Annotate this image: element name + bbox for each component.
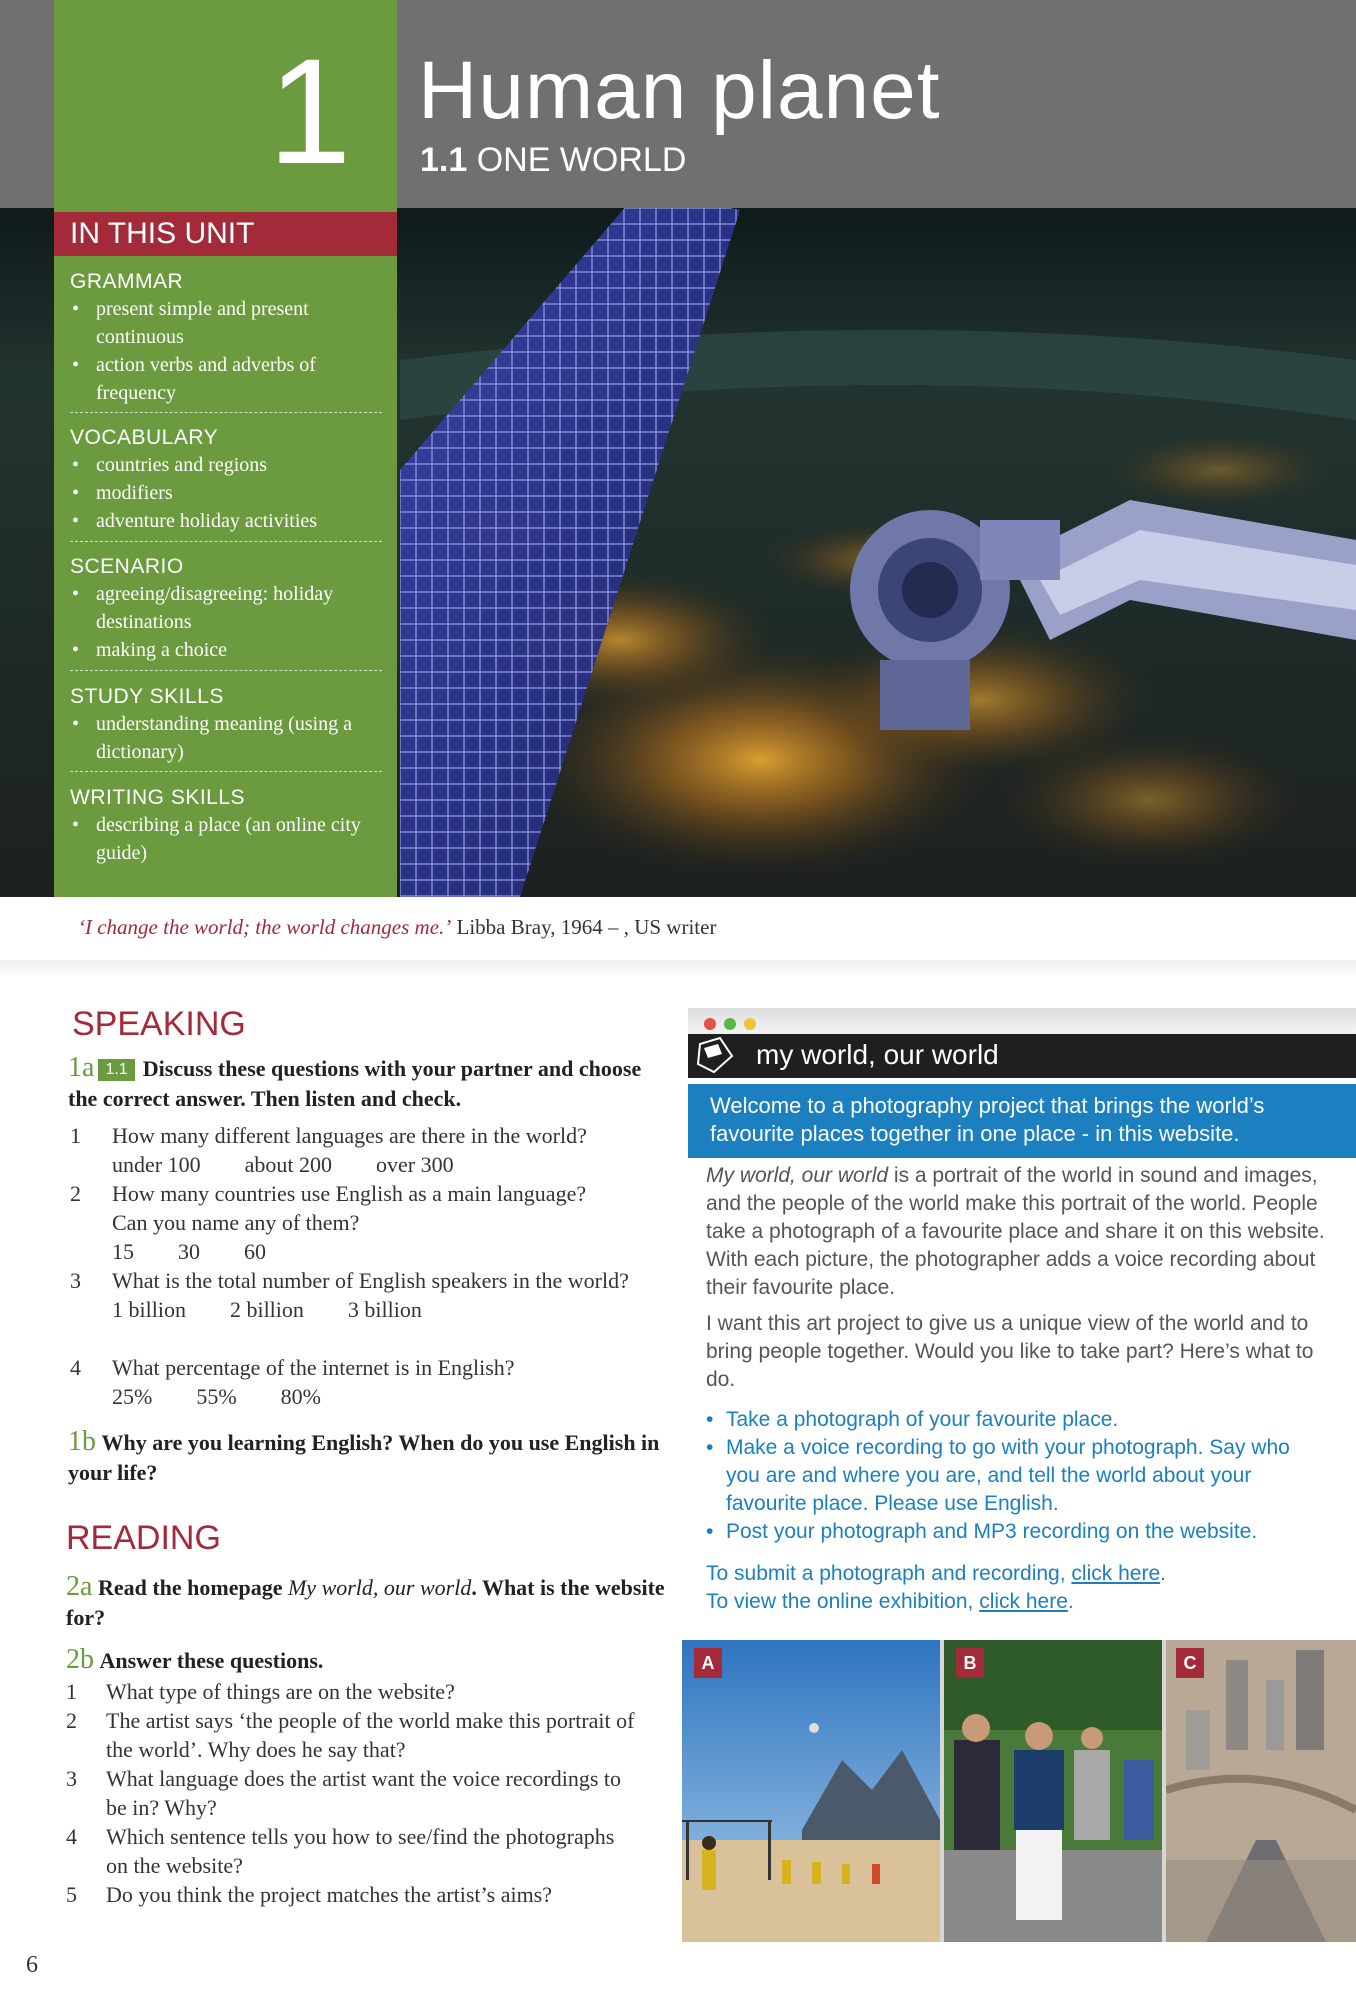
answer-options <box>70 1295 670 1324</box>
answer-option[interactable]: 1 billion <box>112 1297 186 1322</box>
vocabulary-section <box>70 424 380 535</box>
answer-option[interactable]: 15 <box>112 1239 134 1264</box>
divider <box>70 412 382 413</box>
answer-option[interactable]: 60 <box>244 1239 266 1264</box>
reading-heading: READING <box>66 1519 221 1557</box>
submit-text: To submit a photograph and recording, <box>706 1562 1066 1585</box>
website-name: My world, our world <box>287 1575 472 1600</box>
answer-option[interactable]: 2 billion <box>229 1297 304 1322</box>
submit-link[interactable]: click here <box>1071 1562 1161 1585</box>
instruction-bullet: • Take a photograph of your favourite place. <box>706 1406 1346 1434</box>
in-this-unit-label: IN THIS UNIT <box>70 217 255 250</box>
answer-option[interactable]: 3 billion <box>347 1297 422 1322</box>
question-instruction-end: . What is the website for? <box>66 1575 665 1630</box>
view-text: To view the online exhibition, <box>706 1590 974 1613</box>
city-photo <box>1166 1640 1356 1942</box>
list-item-text: adventure holiday activities <box>96 510 318 532</box>
question-item <box>70 1179 670 1266</box>
in-this-unit-heading <box>54 212 397 256</box>
answer-option[interactable]: over 300 <box>375 1152 454 1177</box>
minimize-dot-icon <box>744 1018 756 1030</box>
divider <box>70 771 382 772</box>
list-item: • present simple and present continuous <box>72 298 309 348</box>
list-item-text: modifiers <box>96 482 173 504</box>
quote-author: Libba Bray, 1964 – , US writer <box>456 915 717 939</box>
project-name: My world, our world <box>706 1164 889 1187</box>
list-item-text: making a choice <box>96 639 228 661</box>
item-number: 5 <box>66 1882 77 1907</box>
photo-c-city-aerial[interactable] <box>1166 1640 1356 1942</box>
item-text: How many countries use English as a main language? Can you name any of them? <box>112 1181 587 1235</box>
question-item <box>66 1706 666 1764</box>
photo-label: C <box>1176 1648 1204 1678</box>
item-text: What is the total number of English speakers in the world? <box>112 1268 629 1293</box>
item-number: 3 <box>70 1268 81 1293</box>
intro-text: is a portrait of the world in sound and images, and the people of the world make this portrait of the world. People take a photograph of a favourite place and share it on this website. With each picture, the photographer adds a voice recording about their favourite place. <box>706 1164 1325 1299</box>
question-item <box>70 1266 670 1324</box>
question-2a <box>66 1572 666 1633</box>
answer-option[interactable]: under 100 <box>112 1152 201 1177</box>
item-text: What language does the artist want the voice recordings to be in? Why? <box>106 1766 621 1820</box>
section-title: STUDY SKILLS <box>70 685 224 708</box>
question-item <box>66 1677 666 1706</box>
lesson-number: 1.1 <box>420 141 468 179</box>
unit-quote <box>78 912 716 942</box>
item-number: 3 <box>66 1766 77 1791</box>
item-text: Do you think the project matches the artist’s aims? <box>106 1882 553 1907</box>
site-title[interactable]: my world, our world <box>756 1039 999 1070</box>
list-item: • agreeing/disagreeing: holiday destinations <box>72 583 334 633</box>
divider <box>70 541 382 542</box>
welcome-banner <box>688 1084 1356 1158</box>
punctuation: . <box>1160 1562 1166 1585</box>
study-skills-section <box>70 683 380 766</box>
close-dot-icon <box>704 1018 716 1030</box>
list-item: • modifiers <box>72 482 173 504</box>
item-number: 2 <box>70 1181 81 1206</box>
page-divider <box>0 960 1356 978</box>
list-item-text: present simple and present continuous <box>96 298 309 348</box>
camera-logo-icon <box>692 1034 742 1078</box>
list-item: • understanding meaning (using a dictionary) <box>72 713 353 763</box>
site-header <box>688 1034 1356 1078</box>
answer-option[interactable]: 80% <box>280 1384 321 1409</box>
answer-options <box>70 1382 670 1411</box>
question-instruction: Discuss these questions with your partner and choose the correct answer. Then listen and check. <box>68 1056 642 1111</box>
section-title: WRITING SKILLS <box>70 786 246 809</box>
section-title: VOCABULARY <box>70 426 219 449</box>
writing-skills-section <box>70 784 380 867</box>
list-item: • describing a place (an online city guide) <box>72 814 361 864</box>
item-number: 4 <box>66 1824 77 1849</box>
item-text: What percentage of the internet is in English? <box>112 1355 515 1380</box>
instruction-bullet: • Make a voice recording to go with your photograph. Say who you are and where you are, and tell the world about your favourite place. Please use English. <box>706 1434 1346 1518</box>
view-exhibition-link[interactable]: click here <box>979 1590 1068 1613</box>
item-text: What type of things are on the website? <box>106 1679 455 1704</box>
list-item: • making a choice <box>72 639 228 661</box>
scenario-section <box>70 553 380 664</box>
dancing-photo <box>944 1640 1162 1942</box>
photo-label: A <box>694 1648 722 1678</box>
item-text: Which sentence tells you how to see/find the photographs on the website? <box>106 1824 615 1878</box>
lesson-name: ONE WORLD <box>476 141 687 179</box>
section-title: SCENARIO <box>70 555 184 578</box>
quote-text: ‘I change the world; the world changes me.’ <box>78 915 452 939</box>
aim-paragraph: I want this art project to give us a unique view of the world and to bring people together. Would you like to take part? Here’s what to do. <box>706 1312 1314 1391</box>
list-item-text: understanding meaning (using a dictionary) <box>96 713 353 763</box>
window-controls <box>700 1014 780 1034</box>
photo-b-dancing-couple[interactable] <box>944 1640 1162 1942</box>
answer-option[interactable]: 25% <box>112 1384 153 1409</box>
punctuation: . <box>1067 1590 1074 1613</box>
view-line <box>706 1588 1346 1616</box>
bullet-text: Post your photograph and MP3 recording on the website. <box>726 1520 1258 1543</box>
list-item: • adventure holiday activities <box>72 510 318 532</box>
item-number: 2 <box>66 1708 77 1733</box>
question-number: 1b <box>68 1426 96 1457</box>
answer-options <box>70 1237 670 1266</box>
item-text: How many different languages are there in the world? <box>112 1123 587 1148</box>
bullet-text: Make a voice recording to go with your photograph. Say who you are and where you are, and tell the world about your favourite place. Please use English. <box>726 1436 1290 1515</box>
divider <box>70 670 382 671</box>
photo-label: B <box>956 1648 984 1678</box>
answer-option[interactable]: about 200 <box>244 1152 332 1177</box>
page-number: 6 <box>26 1952 38 1978</box>
question-number: 2a <box>66 1571 93 1602</box>
item-text: The artist says ‘the people of the world make this portrait of the world’. Why does he say that? <box>106 1708 635 1762</box>
list-item-text: action verbs and adverbs of frequency <box>96 354 316 404</box>
question-instruction: Why are you learning English? When do you use English in your life? <box>68 1430 660 1485</box>
unit-banner <box>0 0 1356 897</box>
item-number: 4 <box>70 1355 81 1380</box>
item-number: 1 <box>70 1123 81 1148</box>
question-item <box>70 1121 670 1179</box>
unit-number: 1 <box>268 27 352 195</box>
photo-gallery <box>682 1640 1356 1942</box>
intro-paragraph <box>706 1162 1346 1302</box>
list-item: • action verbs and adverbs of frequency <box>72 354 316 404</box>
audio-track-badge[interactable]: 1.1 <box>98 1059 134 1081</box>
question-item <box>70 1353 670 1411</box>
answer-options <box>70 1150 670 1179</box>
question-1a <box>68 1053 668 1114</box>
banner-text: Welcome to a photography project that brings the world’s favourite places together in one place - in this website. <box>710 1093 1265 1146</box>
question-instruction: Read the homepage <box>97 1575 283 1600</box>
list-item-text: describing a place (an online city guide) <box>96 814 361 864</box>
answer-option[interactable]: 55% <box>196 1384 237 1409</box>
question-number: 1a <box>68 1052 95 1083</box>
question-number: 2b <box>66 1644 94 1675</box>
question-item <box>66 1880 666 1909</box>
unit-title: Human planet <box>418 45 941 136</box>
submit-line <box>706 1560 1346 1588</box>
question-item <box>66 1822 666 1880</box>
item-number: 1 <box>66 1679 77 1704</box>
beach-photo <box>682 1640 940 1942</box>
speaking-heading: SPEAKING <box>72 1005 246 1043</box>
maximize-dot-icon <box>724 1018 736 1030</box>
website-homepage <box>688 1008 1356 1634</box>
instruction-bullet: • Post your photograph and MP3 recording on the website. <box>706 1518 1346 1546</box>
answer-option[interactable]: 30 <box>178 1239 200 1264</box>
section-title: GRAMMAR <box>70 270 184 293</box>
list-item-text: agreeing/disagreeing: holiday destinations <box>96 583 334 633</box>
lesson-title <box>420 140 686 180</box>
list-item-text: countries and regions <box>96 454 268 476</box>
photo-a-beach-football[interactable] <box>682 1640 940 1942</box>
question-1b <box>68 1427 668 1488</box>
question-instruction: Answer these questions. <box>99 1648 324 1673</box>
grammar-section <box>70 268 380 407</box>
bullet-text: Take a photograph of your favourite place. <box>726 1408 1119 1431</box>
list-item: • countries and regions <box>72 454 268 476</box>
question-item <box>66 1764 666 1822</box>
question-2b <box>66 1645 666 1676</box>
